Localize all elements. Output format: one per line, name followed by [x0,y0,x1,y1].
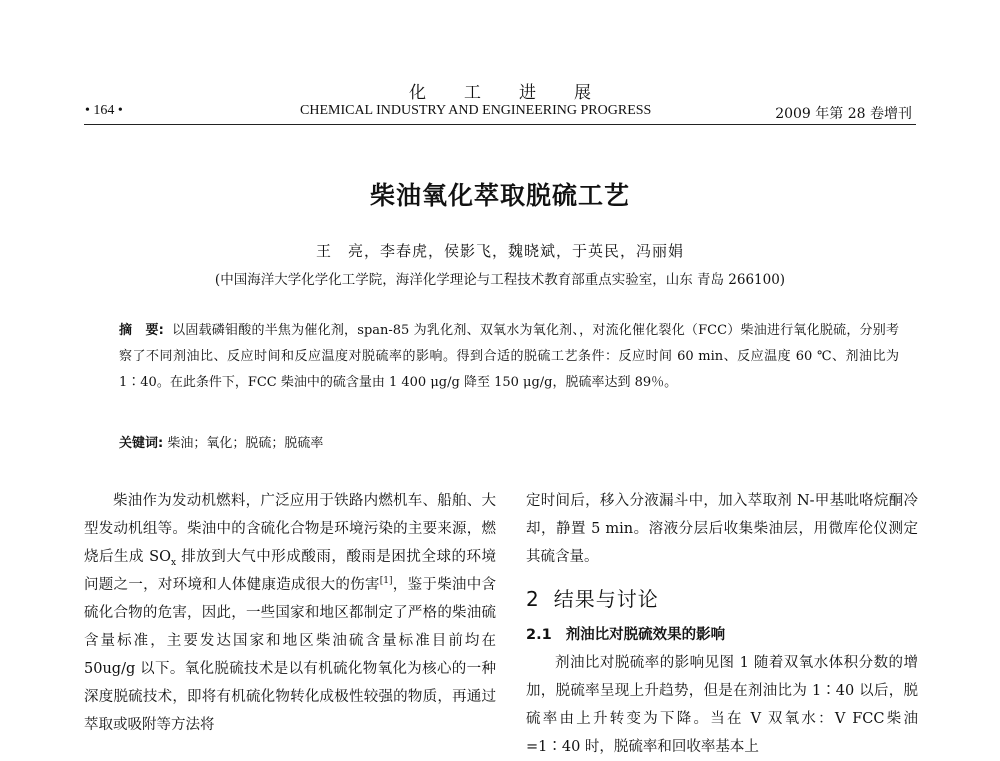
section-title: 结果与讨论 [553,587,659,611]
subsection-number: 2.1 [526,627,552,643]
article-title: 柴油氧化萃取脱硫工艺 [369,181,630,210]
page-number: • 164 • [85,103,123,118]
keywords-text: 柴油；氧化；脱硫；脱硫率 [167,436,324,451]
abstract-text: 以固载磷钼酸的半焦为催化剂，span-85 为乳化剂、双氧水为氧化剂、，对流化催化裂化（FCC）柴油进行氧化脱硫，分别考察了不同剂油比、反应时间和反应温度对脱硫率的影响。得到合适的脱硫工艺条件：反应时间 60 min、反应温度 60 ℃、剂油比为 1∶40。在此条件下，FCC 柴油中的硫含量由 1 400 μg/g 降至 150 μg/g，脱硫率达到 89％。 [119,323,899,390]
abstract [119,318,899,396]
affiliation: (中国海洋大学化学化工学院，海洋化学理论与工程技术教育部重点实验室，山东 青岛 266100) [214,272,786,288]
journal-name-en: CHEMICAL INDUSTRY AND ENGINEERING PROGRESS [300,103,652,118]
keywords-label: 关键词: [119,436,164,451]
left-column [84,487,496,739]
intro-paragraph [84,487,496,739]
subsection-heading [526,621,918,649]
author-list: 王 亮，李春虎，侯影飞，魏晓斌，于英民，冯丽娟 [315,242,684,260]
header-rule [84,124,916,125]
intro-text-b: 排放到大气中形成酸雨，酸雨是困扰全球的环境问题之一，对环境和人体健康造成很大的伤害 [84,549,497,593]
intro-text-c: ，鉴于柴油中含硫化合物的危害，因此，一些国家和地区都制定了严格的柴油硫含量标准，主要发达国家和地区柴油硫含量标准目前均在 50ug/g 以下。氧化脱硫技术是以有机硫化物氧化为核心的一种深度脱硫技术，即将有机硫化物转化成极性较强的物质，再通过萃取或吸附等方法将 [84,577,497,733]
method-paragraph-end: 定时间后，移入分液漏斗中，加入萃取剂 N-甲基吡咯烷酮冷却，静置 5 min。溶液分层后收集柴油层，用微库伦仪测定其硫含量。 [526,493,918,565]
section-heading [526,585,918,613]
results-paragraph: 剂油比对脱硫率的影响见图 1 随着双氧水体积分数的增加，脱硫率呈现上升趋势，但是在剂油比为 1∶40 以后，脱硫率由上升转变为下降。当在 V 双氧水：V FCC柴油=1∶40 时，脱硫率和回收率基本上 [526,655,918,755]
keywords [119,432,899,451]
section-number: 2 [526,587,540,611]
right-column [526,487,918,761]
issue-info: 2009 年第 28 卷增刊 [775,106,912,122]
reference-1: [1] [379,576,393,587]
sox-subscript: x [171,557,177,568]
abstract-label: 摘 要: [119,323,164,338]
intro-text-a: 柴油作为发动机燃料，广泛应用于铁路内燃机车、船舶、大型发动机组等。柴油中的含硫化合物是环境污染的主要来源，燃烧后生成 SO [84,493,496,565]
subsection-title: 剂油比对脱硫效果的影响 [565,627,726,643]
journal-name-cn: 化工进展 [409,83,629,103]
